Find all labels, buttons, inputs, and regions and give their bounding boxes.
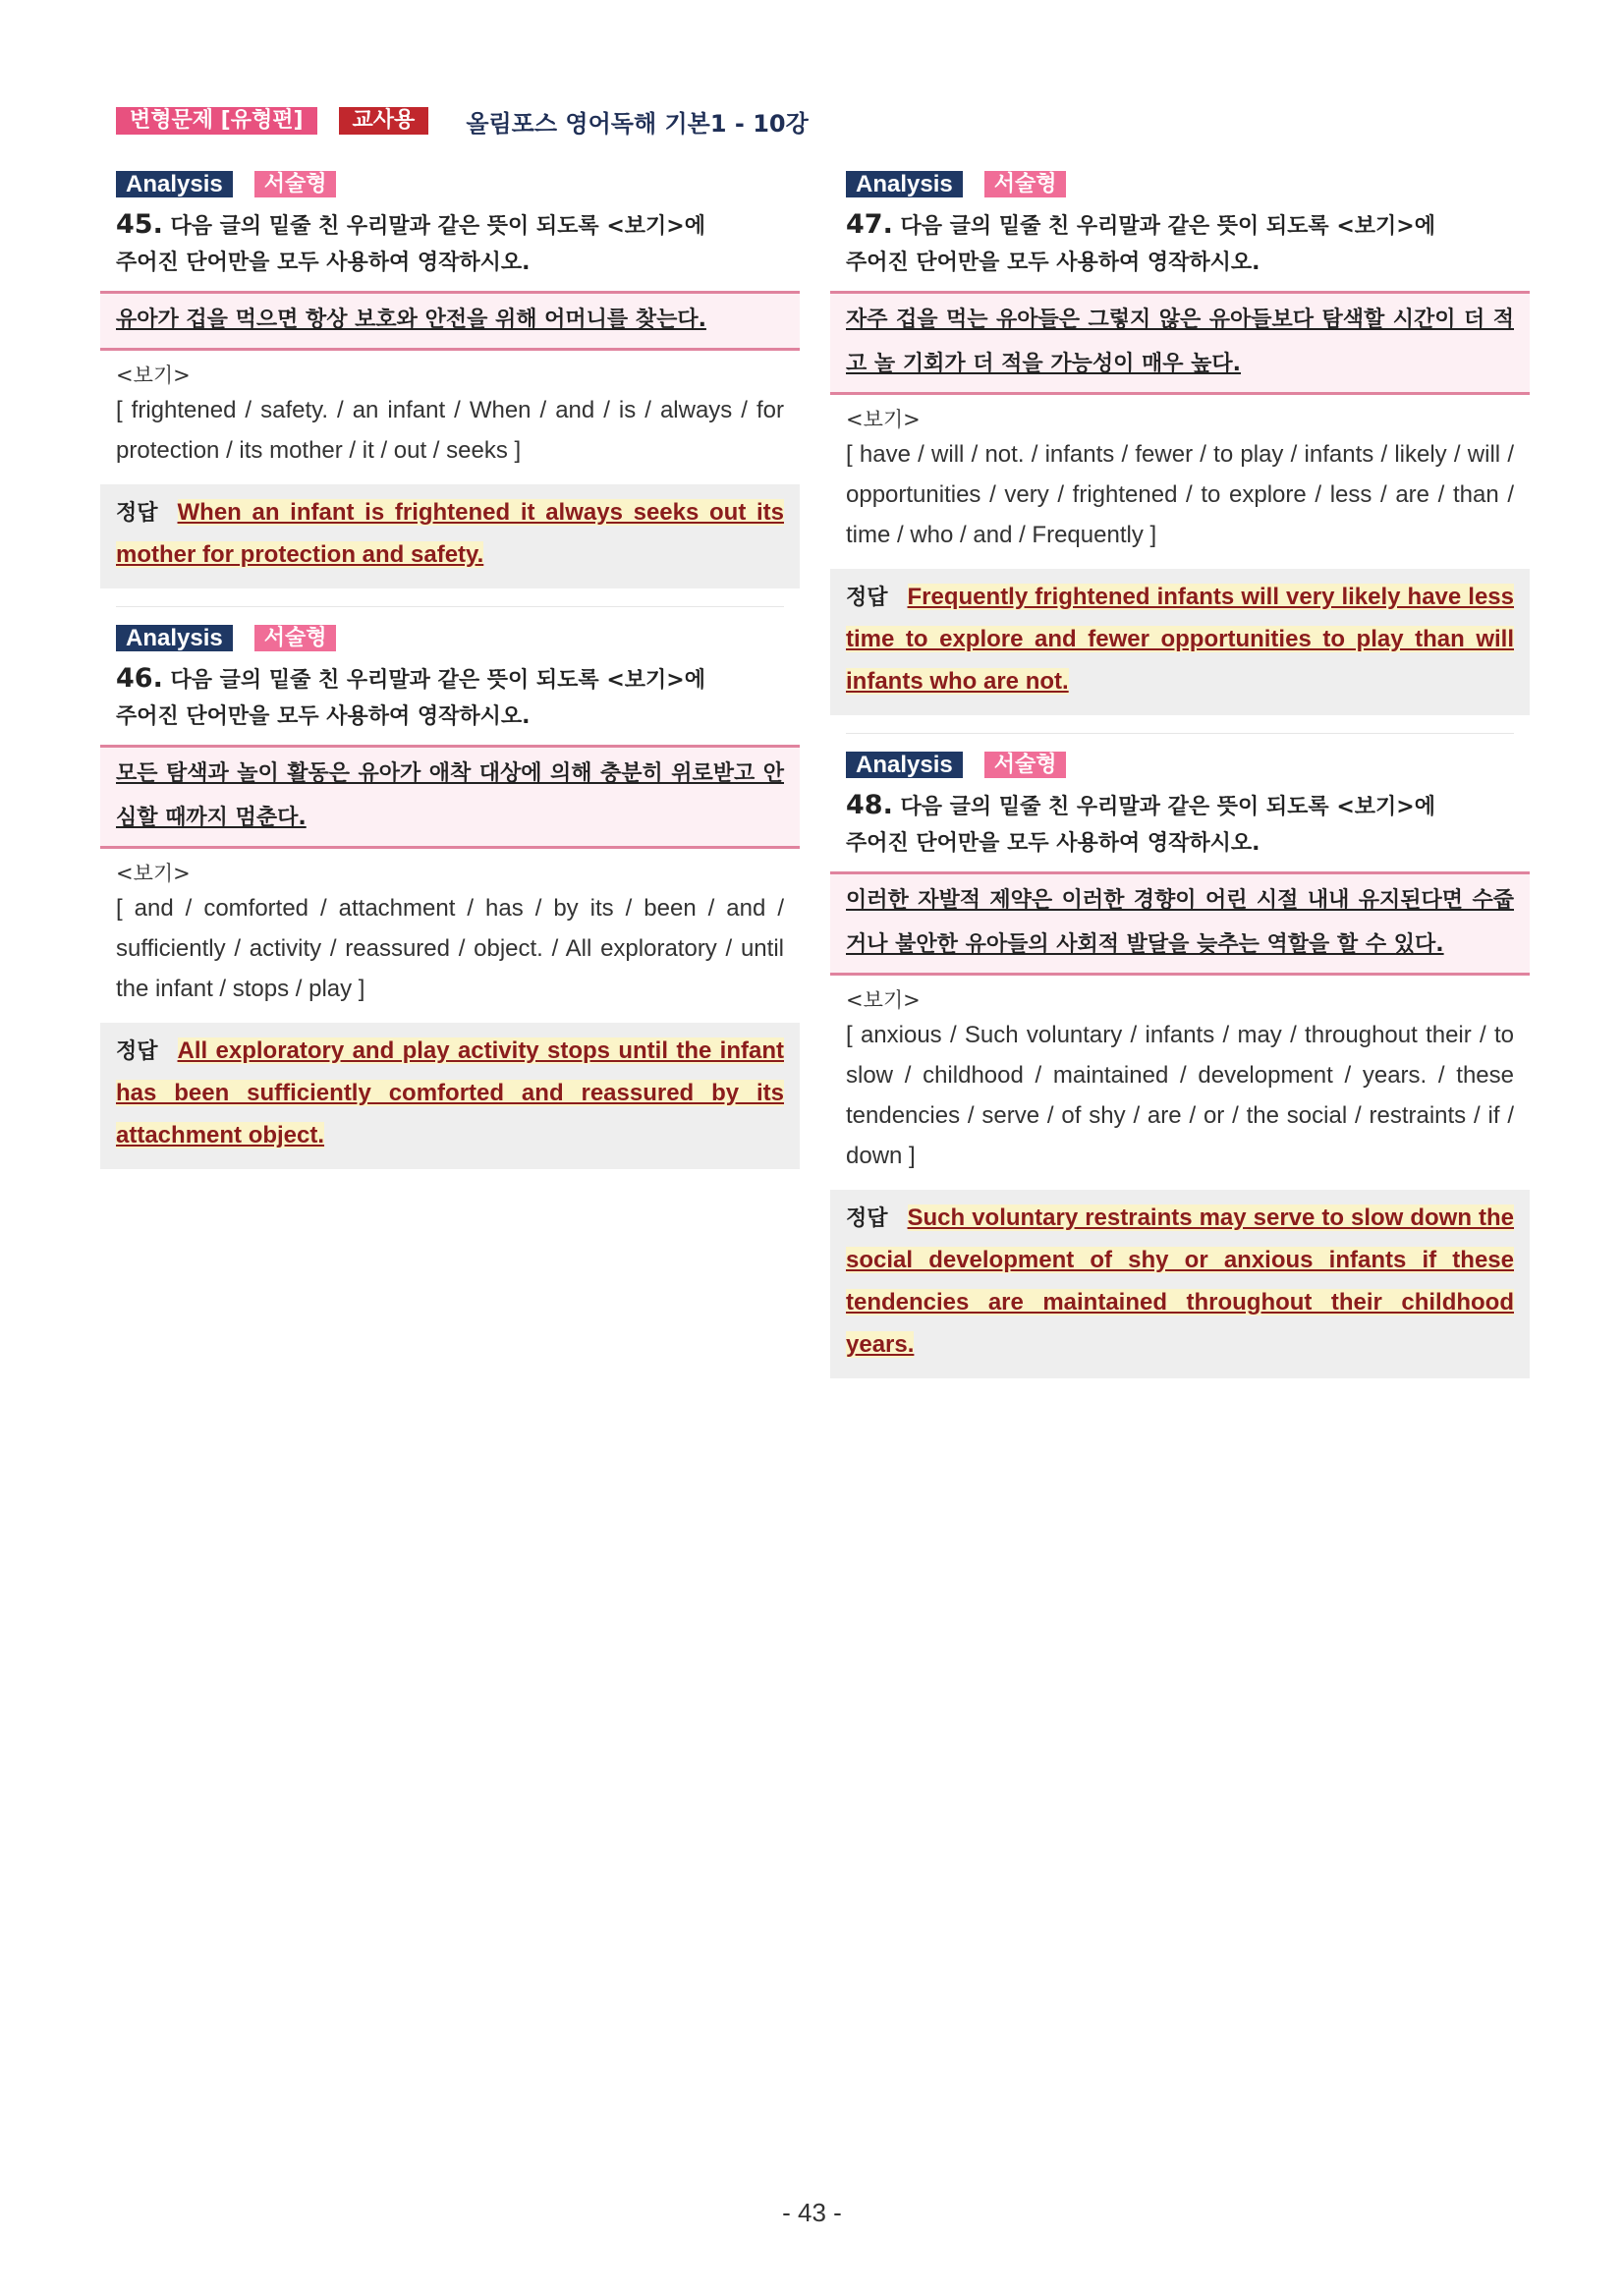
type-tag: 서술형: [254, 171, 337, 197]
word-bank: [ frightened / safety. / an infant / When / and / is / always / for protection / its mother / it / out / seeks ]: [116, 397, 784, 464]
word-bank: [ and / comforted / attachment / has / by its / been / and / sufficiently / activity / reassured / object. / All exploratory / until the infant / stops / play ]: [116, 895, 784, 1002]
right-column: [830, 169, 1530, 1378]
type-tag: 서술형: [984, 752, 1067, 778]
answer-text: Frequently frightened infants will very likely have less time to explore and fewer opportunities to play than will infants who are not.: [846, 584, 1514, 695]
teacher-tag: 교사용: [339, 107, 429, 135]
instruction-line-1: 다음 글의 밑줄 친 우리말과 같은 뜻이 되도록 <보기>에: [170, 214, 705, 239]
instruction-line-1: 다음 글의 밑줄 친 우리말과 같은 뜻이 되도록 <보기>에: [900, 214, 1435, 239]
question-46: [100, 623, 800, 1169]
korean-sentence: 유아가 겁을 먹으면 항상 보호와 안전을 위해 어머니를 찾는다.: [116, 308, 706, 332]
bogi-label: <보기>: [846, 408, 921, 431]
page-number: - 43 -: [782, 2198, 842, 2227]
analysis-tag: Analysis: [116, 625, 233, 651]
word-bank: [ have / will / not. / infants / fewer / to play / infants / likely / will / opportunities / very / frightened / to explore / less / are / than / time / who / and / Frequently ]: [846, 441, 1514, 548]
korean-sentence: 이러한 자발적 제약은 이러한 경향이 어린 시절 내내 유지된다면 수줍거나 불안한 유아들의 사회적 발달을 늦추는 역할을 할 수 있다.: [846, 888, 1514, 957]
question-instruction: [100, 206, 800, 281]
question-number: 48.: [846, 790, 893, 820]
type-tag: 서술형: [984, 171, 1067, 197]
answer-text: When an infant is frightened it always seeks out its mother for protection and safety.: [116, 499, 784, 568]
category-tag: 변형문제 [유형편]: [116, 107, 317, 135]
question-tags: [830, 750, 1530, 779]
question-45: [100, 169, 800, 588]
instruction-line-1: 다음 글의 밑줄 친 우리말과 같은 뜻이 되도록 <보기>에: [900, 795, 1435, 819]
divider: [846, 733, 1514, 734]
question-instruction: [100, 660, 800, 735]
question-number: 47.: [846, 209, 893, 240]
analysis-tag: Analysis: [116, 171, 233, 197]
korean-sentence-box: [830, 871, 1530, 976]
question-instruction: [830, 787, 1530, 862]
answer-label: 정답: [846, 1206, 888, 1231]
type-tag: 서술형: [254, 625, 337, 651]
page-title: 올림포스 영어독해 기본1 - 10강: [466, 109, 809, 138]
word-bank: [ anxious / Such voluntary / infants / may / throughout their / to slow / childhood / maintained / development / years. / these tendencies / serve / of shy / are / or / the social / restraints / if / down ]: [846, 1022, 1514, 1169]
answer-label: 정답: [846, 586, 888, 610]
question-number: 46.: [116, 663, 163, 694]
answer-box: [830, 569, 1530, 715]
question-instruction: [830, 206, 1530, 281]
answer-box: [100, 484, 800, 588]
divider: [116, 606, 784, 607]
question-48: [830, 750, 1530, 1378]
korean-sentence: 자주 겁을 먹는 유아들은 그렇지 않은 유아들보다 탐색할 시간이 더 적고 놀 기회가 더 적을 가능성이 매우 높다.: [846, 308, 1514, 376]
question-47: [830, 169, 1530, 715]
korean-sentence-box: [100, 745, 800, 849]
answer-text: All exploratory and play activity stops until the infant has been sufficiently comforted and reassured by its attachment object.: [116, 1037, 784, 1148]
instruction-line-2: 주어진 단어만을 모두 사용하여 영작하시오.: [846, 831, 1260, 856]
instruction-line-2: 주어진 단어만을 모두 사용하여 영작하시오.: [116, 251, 531, 275]
question-tags: [100, 169, 800, 198]
korean-sentence-box: [830, 291, 1530, 395]
left-column: [100, 169, 800, 1169]
analysis-tag: Analysis: [846, 752, 963, 778]
instruction-line-2: 주어진 단어만을 모두 사용하여 영작하시오.: [846, 251, 1260, 275]
bogi-label: <보기>: [116, 364, 191, 387]
korean-sentence: 모든 탐색과 놀이 활동은 유아가 애착 대상에 의해 충분히 위로받고 안심할 때까지 멈춘다.: [116, 761, 784, 830]
question-tags: [830, 169, 1530, 198]
analysis-tag: Analysis: [846, 171, 963, 197]
instruction-line-2: 주어진 단어만을 모두 사용하여 영작하시오.: [116, 704, 531, 729]
bogi-label: <보기>: [116, 862, 191, 885]
bogi-label: <보기>: [846, 988, 921, 1012]
page-header: [116, 104, 809, 138]
answer-label: 정답: [116, 1039, 158, 1064]
answer-box: [100, 1023, 800, 1169]
answer-text: Such voluntary restraints may serve to slow down the social development of shy or anxious infants if these tendencies are maintained throughout their childhood years.: [846, 1204, 1514, 1358]
korean-sentence-box: [100, 291, 800, 351]
instruction-line-1: 다음 글의 밑줄 친 우리말과 같은 뜻이 되도록 <보기>에: [170, 668, 705, 693]
question-tags: [100, 623, 800, 652]
question-number: 45.: [116, 209, 163, 240]
answer-box: [830, 1190, 1530, 1378]
answer-label: 정답: [116, 501, 158, 526]
